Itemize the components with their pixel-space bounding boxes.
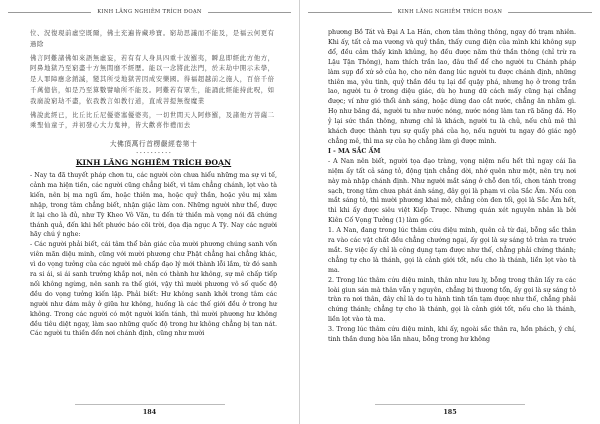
section-title: KINH LĂNG NGHIÊM TRÍCH ĐOẠN: [75, 157, 232, 167]
header-title: KINH LĂNG NGHIÊM TRÍCH ĐOẠN: [91, 9, 208, 15]
vietnamese-text-block: [30, 171, 277, 339]
header-title: KINH LĂNG NGHIÊM TRÍCH ĐOẠN: [392, 9, 509, 15]
paragraph: - Các người phải biết, cái tâm thể bản giác của mười phương chúng sanh vốn viên mãn diệu minh, cũng với mười phương chư Phật chẳng hai chẳng khác, vì do vọng tưởng của các người mê chấp đạo lý mới thành lỗi lầm, từ đó sanh ra si ái, si ái sanh trưởng khắp nơi, nên có thành hư không, sự mê chấp tiếp nối không ngừng, nên sanh ra thế giới, vậy thì mười phương vô số quốc độ đều do vọng tưởng kiến lập. Phải biết: Hư không sanh khởi trong tâm các người như đám mây ở giữa hư không, huống là các thế giới đều ở trong hư không. Trong các người có một người kiến tánh, thì mười phương hư không đều tiêu diệt ngay, làm sao những quốc độ trong hư không chẳng bị tan nát. Các người tu thiền đến nơi chánh định, cũng như mười: [30, 241, 277, 338]
chinese-paragraph: 位、況復現前虛空既爾，佛土充遍皆藏珍寶。窮劫思議而不能及，是福云何更有過除: [30, 29, 275, 48]
left-page-body: [30, 28, 277, 339]
paragraph: 3. Trong lúc thâm cứu diệu minh, khi ấy, ngoài sắc thân ra, hồn phách, ý chí, tinh thần dung hòa lẫn nhau, bỗng trong hư không: [328, 326, 576, 344]
footer-rule: [75, 404, 225, 405]
ornament-dots: • • • • • • • • • •: [135, 149, 172, 155]
vietnamese-text-block: [328, 28, 576, 345]
right-page: [300, 0, 600, 424]
section-heading: I - MA SẮC ẤM: [328, 147, 381, 155]
footer-rule: [375, 404, 525, 405]
page-number: [0, 404, 299, 416]
chinese-paragraph: 佛說此經已，比丘比丘尼優婆塞優婆夷，一切世間天人阿修羅，及諸他方菩薩二乘聖仙童子，并初發心大力鬼神，皆大歡喜作禮而去: [30, 110, 275, 130]
paragraph: - Nay ta đã thuyết pháp chơn tu, các người còn chưa hiểu những ma sự vi tế, cảnh ma hiện tiền, các người cũng chẳng biết, vì tâm chẳng chánh, lọt vào tà kiến, nên bị ma ngũ ấm, hoặc thiên ma, hoặc quỷ thần, hoặc yêu mị xâm nhập, trong tâm chẳng biết, nhận giặc làm con. Những người như thế, được ít lại cho là đủ, như Tỳ Kheo Vô Văn, tu đến tứ thiền mà vọng nói đã chứng thánh quả, đến khi hết phước báo cõi trời, đọa địa ngục A Tỳ. Nay các người hãy chú ý nghe:: [30, 171, 277, 239]
paragraph: 2. Trong lúc thâm cứu diệu minh, thân như lưu ly, bỗng trong thân lấy ra các loài giun sán mà thân vẫn y nguyên, chẳng bị thương tổn, ấy gọi là sự sáng tỏ tràn ra nơi thân, đây chỉ là do tu hành tinh tấn tạm được như thế, chẳng phải chứng thánh; chẳng tự cho là thánh, gọi là cảnh giới tốt, nếu cho là thánh, liền lọt vào tà ma.: [328, 276, 576, 324]
paragraph: phương Bồ Tát và Đại A La Hán, chơn tâm thông thông, ngay đó trạm nhiên. Khi ấy, tất cả ma vương và quỷ thần, thấy cung điện của mình khi không sụp đổ, đều cảm thấy kinh khủng, họ đều được năm thứ thần thông (chỉ trừ ra Lậu Tận Thông), ham thích trần lao, đâu thể để cho người tu Chánh pháp làm sụp đổ xứ sở của họ, cho nên đang lúc người tu được chánh định, những thiên ma, yêu tinh, quỷ thần đều tụ lại để quậy phá, nhưng họ ở trong trần lao, người tu ở trong diệu giác, dù họ hung dữ cách mấy cũng hại chẳng được; ví như gió thổi ánh sáng, hoặc dùng dao cắt nước, chẳng ăn nhằm gì. Họ như băng đá, người tu như nước nóng, nước nóng làm tan rã băng đá. Họ ỷ lại sức thần thông, nhưng chỉ là khách, người tu là chủ, nếu chủ mê thì khách được thành tựu sự quấy phá của họ, nếu người tu ngay đó giác ngộ chẳng mê, thì ma sự của họ chẳng làm gì được mình.: [328, 29, 576, 145]
chinese-scroll-title: 大佛頂萬行首楞嚴經卷第十: [109, 140, 198, 149]
chinese-text-block: [30, 28, 277, 131]
page-header: [308, 5, 592, 19]
page-number: [300, 404, 600, 416]
paragraph: - A Nan nên biết, người tọa đạo tràng, vọng niệm nếu hết thì ngay cái lìa niệm ấy tất cả sáng tỏ, động tịnh chẳng dời, nhớ quên như một, nên trụ nơi này mà nhập chánh định. Như người mắt sáng ở chỗ đen tối, chơn tánh trong sạch, trong tâm chưa phát ánh sáng, đây gọi là phạm vi của Sắc Ấm. Nếu con mắt sáng tỏ, thì mười phương khai mở, chẳng còn đen tối, gọi là Sắc Ấm hết, thì khi ấy được siêu việt Kiếp Trược. Nhưng quán xét nguyên nhân là bởi Kiên Cố Vọng Tưởng (1) làm gốc.: [328, 157, 576, 225]
page-number-text: 184: [142, 408, 157, 416]
chinese-paragraph: 佛言阿難諸佛如來語無虛妄，若有有人身具四重十波羅夷，瞬息即經此方他方，阿鼻地獄乃至窮盡十方無間靡不經歷。能以一念將此法門，於末劫中開示未學，是人罪障應念銷滅，變其所受地獄苦因成安樂國。得福超越前之施人，百倍千倍千萬億倍，如是乃至算數譬喻所不能及。阿難若有眾生，能誦此經能持此呪，如我廣說窮劫不盡，依我教言如教行道，直成菩提無復魔業: [30, 53, 275, 105]
page-number-text: 185: [443, 408, 457, 416]
right-page-body: [328, 28, 576, 345]
page-header: [8, 5, 291, 19]
paragraph: 1. A Nan, đang trong lúc thâm cứu diệu minh, quên cả từ đại, bỗng sắc thân ra vào các vật chất đều chẳng chướng ngại, ấy gọi là sự sáng tỏ tràn ra trước mắt. Sự việc ấy chỉ là công dụng tạm được như thế, chẳng phải chứng thánh; chẳng tự cho là thánh, gọi là cảnh giới tốt, nếu cho là thánh, liền lọt vào tà ma.: [328, 227, 576, 274]
